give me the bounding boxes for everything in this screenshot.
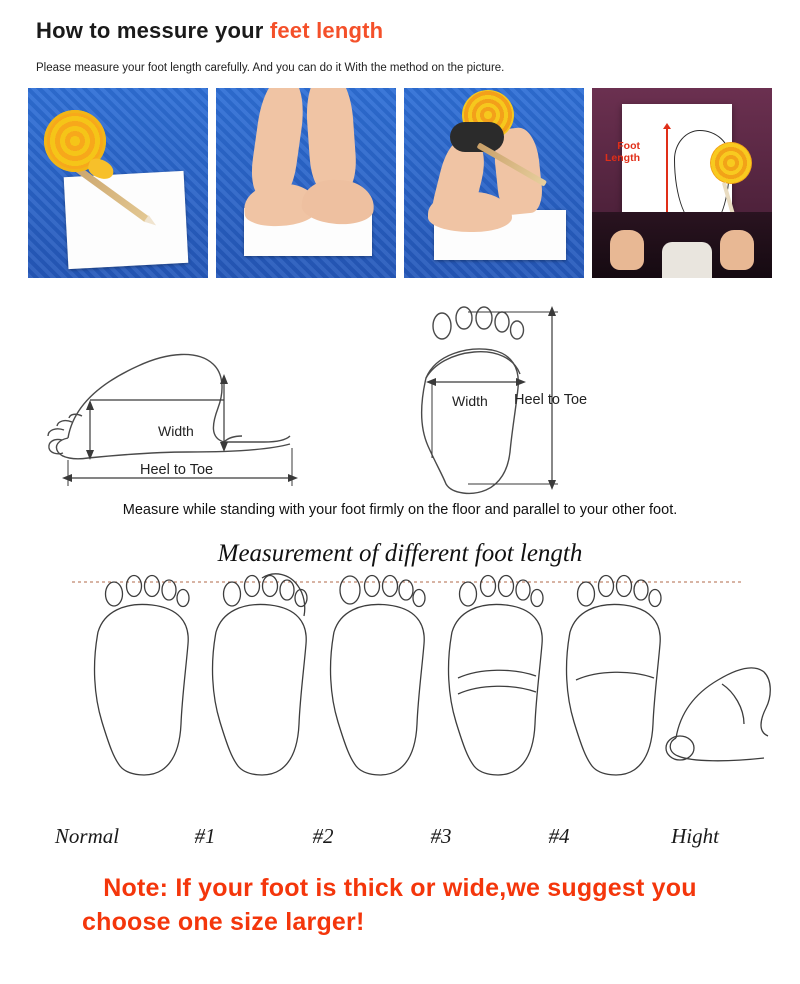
note-text bbox=[28, 871, 772, 939]
diagram-svg bbox=[28, 288, 772, 500]
infographic-page bbox=[0, 18, 800, 984]
foot-label-hight: Hight bbox=[671, 824, 719, 848]
top-heel-to-toe-label: Heel to Toe bbox=[514, 392, 588, 408]
photo-feet-on-paper bbox=[216, 88, 396, 278]
section-title: Measurement of different foot length bbox=[217, 540, 583, 567]
page-title-accent: feet length bbox=[269, 18, 384, 43]
photo-marking-foot bbox=[404, 88, 584, 278]
foot-label-1: #1 bbox=[194, 824, 216, 848]
page-subtitle: Please measure your foot length carefully. And you can do it With the method on the picture. bbox=[36, 62, 505, 74]
photo-foot-length-card bbox=[592, 88, 772, 278]
foot-label-normal: Normal bbox=[54, 824, 120, 848]
paper-sheet bbox=[64, 171, 189, 269]
foot-length-label-line1: Foot bbox=[617, 140, 640, 152]
top-width-label: Width bbox=[452, 393, 488, 409]
foot-length-label-line2: Length bbox=[605, 152, 640, 164]
foot-label-4: #4 bbox=[548, 824, 570, 848]
foot-length-label bbox=[594, 140, 640, 164]
foot-type-labels bbox=[28, 824, 772, 849]
hand-left bbox=[610, 230, 644, 270]
page-title bbox=[36, 18, 772, 44]
hand-right bbox=[720, 230, 754, 270]
note-line-2: choose one size larger! bbox=[82, 908, 365, 936]
photo-row bbox=[28, 88, 772, 278]
side-heel-to-toe-label: Heel to Toe bbox=[140, 462, 214, 478]
foot-types-diagram bbox=[28, 572, 772, 822]
shirt bbox=[662, 242, 712, 278]
page-title-main: How to messure your bbox=[36, 18, 270, 43]
side-width-label: Width bbox=[158, 423, 194, 439]
photo-lollipop-pencil-paper bbox=[28, 88, 208, 278]
measurement-diagram bbox=[28, 288, 772, 500]
measure-caption: Measure while standing with your foot firmly on the floor and parallel to your other foot. bbox=[122, 502, 678, 518]
foot-label-3: #3 bbox=[430, 824, 452, 848]
foot-label-2: #2 bbox=[312, 824, 334, 848]
foot-types-svg bbox=[28, 572, 772, 822]
lollipop-icon bbox=[710, 142, 752, 184]
note-line-1: Note: If your foot is thick or wide,we suggest you bbox=[103, 874, 697, 902]
